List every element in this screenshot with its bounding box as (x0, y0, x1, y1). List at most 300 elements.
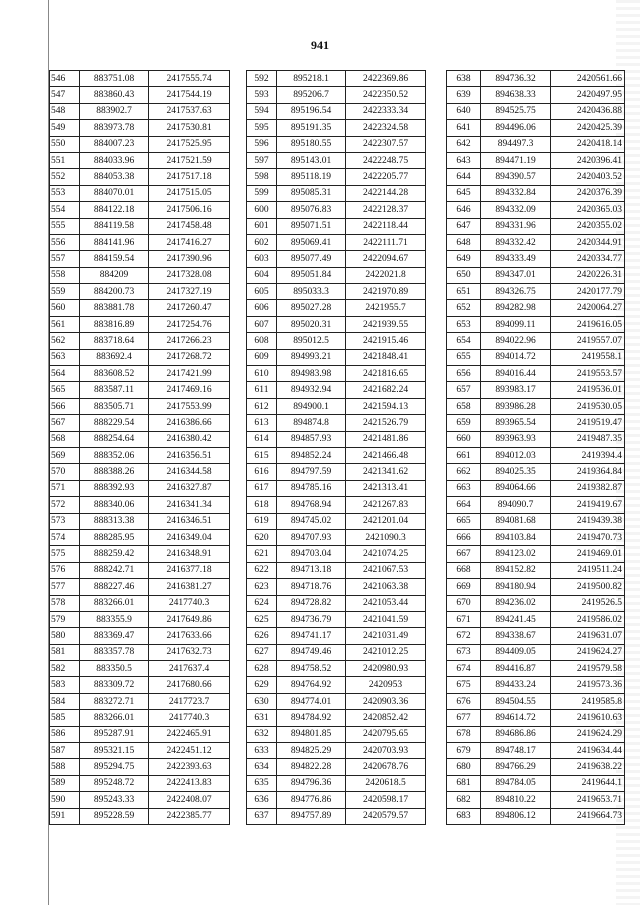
y-coordinate-cell: 2420953 (346, 677, 426, 693)
table-row (247, 120, 426, 136)
point-number-cell: 673 (447, 644, 481, 660)
x-coordinate-cell: 893963.93 (481, 431, 551, 447)
point-number-cell: 598 (247, 169, 277, 185)
x-coordinate-cell: 894123.02 (481, 546, 551, 562)
point-number-cell: 576 (50, 562, 80, 578)
table-row (50, 579, 230, 595)
point-number-cell: 657 (447, 382, 481, 398)
table-row (247, 103, 426, 119)
point-number-cell: 666 (447, 529, 481, 545)
point-number-cell: 591 (50, 808, 80, 824)
y-coordinate-cell: 2421915.46 (346, 333, 426, 349)
point-number-cell: 566 (50, 398, 80, 414)
y-coordinate-cell: 2419382.87 (551, 480, 625, 496)
y-coordinate-cell: 2417740.3 (149, 595, 230, 611)
y-coordinate-cell: 2419579.58 (551, 661, 625, 677)
point-number-cell: 558 (50, 267, 80, 283)
y-coordinate-cell: 2419631.07 (551, 628, 625, 644)
point-number-cell: 548 (50, 103, 80, 119)
table-row (247, 513, 426, 529)
table-row (247, 316, 426, 332)
x-coordinate-cell: 894686.86 (481, 726, 551, 742)
x-coordinate-cell: 894332.84 (481, 185, 551, 201)
y-coordinate-cell: 2421970.89 (346, 284, 426, 300)
x-coordinate-cell: 895051.84 (277, 267, 346, 283)
point-number-cell: 618 (247, 497, 277, 513)
point-number-cell: 550 (50, 136, 80, 152)
table-row (247, 579, 426, 595)
x-coordinate-cell: 894504.55 (481, 693, 551, 709)
table-row (247, 71, 426, 87)
y-coordinate-cell: 2419616.05 (551, 316, 625, 332)
y-coordinate-cell: 2421955.7 (346, 300, 426, 316)
table-row (50, 366, 230, 382)
y-coordinate-cell: 2417254.76 (149, 316, 230, 332)
x-coordinate-cell: 895143.01 (277, 152, 346, 168)
x-coordinate-cell: 894766.29 (481, 759, 551, 775)
y-coordinate-cell: 2419526.5 (551, 595, 625, 611)
point-number-cell: 611 (247, 382, 277, 398)
y-coordinate-cell: 2417469.16 (149, 382, 230, 398)
y-coordinate-cell: 2422118.44 (346, 218, 426, 234)
x-coordinate-cell: 894064.66 (481, 480, 551, 496)
point-number-cell: 605 (247, 284, 277, 300)
x-coordinate-cell: 894433.24 (481, 677, 551, 693)
table-row (50, 447, 230, 463)
table-row (247, 497, 426, 513)
y-coordinate-cell: 2417537.63 (149, 103, 230, 119)
table-row (447, 480, 625, 496)
y-coordinate-cell: 2422307.57 (346, 136, 426, 152)
x-coordinate-cell: 895248.72 (80, 775, 149, 791)
point-number-cell: 568 (50, 431, 80, 447)
x-coordinate-cell: 895206.7 (277, 87, 346, 103)
point-number-cell: 594 (247, 103, 277, 119)
x-coordinate-cell: 895069.41 (277, 234, 346, 250)
table-row (247, 529, 426, 545)
x-coordinate-cell: 894768.94 (277, 497, 346, 513)
table-row (50, 480, 230, 496)
y-coordinate-cell: 2416381.27 (149, 579, 230, 595)
y-coordinate-cell: 2417328.08 (149, 267, 230, 283)
y-coordinate-cell: 2421481.86 (346, 431, 426, 447)
x-coordinate-cell: 894338.67 (481, 628, 551, 644)
y-coordinate-cell: 2419664.73 (551, 808, 625, 824)
y-coordinate-cell: 2417544.19 (149, 87, 230, 103)
point-number-cell: 676 (447, 693, 481, 709)
table-row (447, 726, 625, 742)
x-coordinate-cell: 894025.35 (481, 464, 551, 480)
x-coordinate-cell: 895071.51 (277, 218, 346, 234)
table-row (247, 234, 426, 250)
y-coordinate-cell: 2421267.83 (346, 497, 426, 513)
x-coordinate-cell: 894347.01 (481, 267, 551, 283)
table-row (50, 234, 230, 250)
point-number-cell: 607 (247, 316, 277, 332)
table-row (447, 87, 625, 103)
table-row (50, 644, 230, 660)
point-number-cell: 551 (50, 152, 80, 168)
table-row (247, 366, 426, 382)
y-coordinate-cell: 2417530.81 (149, 120, 230, 136)
y-coordinate-cell: 2417521.59 (149, 152, 230, 168)
point-number-cell: 632 (247, 726, 277, 742)
x-coordinate-cell: 895118.19 (277, 169, 346, 185)
y-coordinate-cell: 2419653.71 (551, 792, 625, 808)
point-number-cell: 675 (447, 677, 481, 693)
point-number-cell: 626 (247, 628, 277, 644)
table-row (447, 693, 625, 709)
point-number-cell: 610 (247, 366, 277, 382)
y-coordinate-cell: 2417723.7 (149, 693, 230, 709)
x-coordinate-cell: 888392.93 (80, 480, 149, 496)
y-coordinate-cell: 2417525.95 (149, 136, 230, 152)
table-row (247, 333, 426, 349)
x-coordinate-cell: 883973.78 (80, 120, 149, 136)
table-row (50, 136, 230, 152)
table-row (50, 103, 230, 119)
x-coordinate-cell: 894333.49 (481, 251, 551, 267)
table-row (50, 710, 230, 726)
y-coordinate-cell: 2420598.17 (346, 792, 426, 808)
y-coordinate-cell: 2419557.07 (551, 333, 625, 349)
y-coordinate-cell: 2422324.58 (346, 120, 426, 136)
table-row (50, 87, 230, 103)
point-number-cell: 647 (447, 218, 481, 234)
x-coordinate-cell: 894806.12 (481, 808, 551, 824)
x-coordinate-cell: 883860.43 (80, 87, 149, 103)
table-row (447, 316, 625, 332)
y-coordinate-cell: 2420579.57 (346, 808, 426, 824)
table-row (50, 792, 230, 808)
y-coordinate-cell: 2419511.24 (551, 562, 625, 578)
point-number-cell: 612 (247, 398, 277, 414)
point-number-cell: 637 (247, 808, 277, 824)
table-row (50, 398, 230, 414)
x-coordinate-cell: 888388.26 (80, 464, 149, 480)
point-number-cell: 589 (50, 775, 80, 791)
point-number-cell: 636 (247, 792, 277, 808)
x-coordinate-cell: 884053.38 (80, 169, 149, 185)
table-row (247, 87, 426, 103)
table-row (447, 136, 625, 152)
x-coordinate-cell: 894874.8 (277, 415, 346, 431)
x-coordinate-cell: 894012.03 (481, 447, 551, 463)
y-coordinate-cell: 2419500.82 (551, 579, 625, 595)
y-coordinate-cell: 2420344.91 (551, 234, 625, 250)
y-coordinate-cell: 2421012.25 (346, 644, 426, 660)
x-coordinate-cell: 888242.71 (80, 562, 149, 578)
y-coordinate-cell: 2419573.36 (551, 677, 625, 693)
point-number-cell: 582 (50, 661, 80, 677)
table-row (50, 661, 230, 677)
x-coordinate-cell: 883350.5 (80, 661, 149, 677)
x-coordinate-cell: 884209 (80, 267, 149, 283)
x-coordinate-cell: 883816.89 (80, 316, 149, 332)
point-number-cell: 571 (50, 480, 80, 496)
y-coordinate-cell: 2417740.3 (149, 710, 230, 726)
table-row (447, 333, 625, 349)
coordinate-table-3 (446, 70, 625, 825)
point-number-cell: 557 (50, 251, 80, 267)
y-coordinate-cell: 2420795.65 (346, 726, 426, 742)
x-coordinate-cell: 894332.09 (481, 202, 551, 218)
x-coordinate-cell: 895228.59 (80, 808, 149, 824)
y-coordinate-cell: 2419394.4 (551, 447, 625, 463)
table-row (50, 497, 230, 513)
x-coordinate-cell: 895287.91 (80, 726, 149, 742)
point-number-cell: 662 (447, 464, 481, 480)
y-coordinate-cell: 2422333.34 (346, 103, 426, 119)
table-row (247, 267, 426, 283)
y-coordinate-cell: 2417555.74 (149, 71, 230, 87)
table-row (50, 529, 230, 545)
point-number-cell: 578 (50, 595, 80, 611)
y-coordinate-cell: 2421313.41 (346, 480, 426, 496)
x-coordinate-cell: 884119.58 (80, 218, 149, 234)
x-coordinate-cell: 894326.75 (481, 284, 551, 300)
table-row (447, 300, 625, 316)
coordinate-table-2 (246, 70, 426, 825)
point-number-cell: 629 (247, 677, 277, 693)
y-coordinate-cell: 2421341.62 (346, 464, 426, 480)
point-number-cell: 640 (447, 103, 481, 119)
x-coordinate-cell: 884159.54 (80, 251, 149, 267)
x-coordinate-cell: 894822.28 (277, 759, 346, 775)
table-row (447, 431, 625, 447)
table-row (50, 611, 230, 627)
y-coordinate-cell: 2417390.96 (149, 251, 230, 267)
table-row (447, 579, 625, 595)
x-coordinate-cell: 883881.78 (80, 300, 149, 316)
point-number-cell: 575 (50, 546, 80, 562)
y-coordinate-cell: 2417517.18 (149, 169, 230, 185)
point-number-cell: 660 (447, 431, 481, 447)
y-coordinate-cell: 2420064.27 (551, 300, 625, 316)
table-row (50, 808, 230, 824)
x-coordinate-cell: 883357.78 (80, 644, 149, 660)
x-coordinate-cell: 894745.02 (277, 513, 346, 529)
point-number-cell: 670 (447, 595, 481, 611)
table-row (50, 152, 230, 168)
point-number-cell: 590 (50, 792, 80, 808)
y-coordinate-cell: 2422385.77 (149, 808, 230, 824)
point-number-cell: 639 (447, 87, 481, 103)
x-coordinate-cell: 894099.11 (481, 316, 551, 332)
y-coordinate-cell: 2420561.66 (551, 71, 625, 87)
point-number-cell: 665 (447, 513, 481, 529)
x-coordinate-cell: 883369.47 (80, 628, 149, 644)
point-number-cell: 663 (447, 480, 481, 496)
x-coordinate-cell: 894748.17 (481, 743, 551, 759)
y-coordinate-cell: 2416386.66 (149, 415, 230, 431)
y-coordinate-cell: 2417506.16 (149, 202, 230, 218)
x-coordinate-cell: 888254.64 (80, 431, 149, 447)
x-coordinate-cell: 894014.72 (481, 349, 551, 365)
point-number-cell: 602 (247, 234, 277, 250)
point-number-cell: 570 (50, 464, 80, 480)
point-number-cell: 597 (247, 152, 277, 168)
table-row (247, 382, 426, 398)
y-coordinate-cell: 2421466.48 (346, 447, 426, 463)
table-row (247, 169, 426, 185)
point-number-cell: 622 (247, 562, 277, 578)
table-row (447, 644, 625, 660)
x-coordinate-cell: 888352.06 (80, 447, 149, 463)
y-coordinate-cell: 2421939.55 (346, 316, 426, 332)
table-row (247, 546, 426, 562)
x-coordinate-cell: 883266.01 (80, 595, 149, 611)
table-row (447, 169, 625, 185)
point-number-cell: 604 (247, 267, 277, 283)
point-number-cell: 586 (50, 726, 80, 742)
y-coordinate-cell: 2421682.24 (346, 382, 426, 398)
table-row (247, 661, 426, 677)
point-number-cell: 572 (50, 497, 80, 513)
point-number-cell: 655 (447, 349, 481, 365)
point-number-cell: 547 (50, 87, 80, 103)
y-coordinate-cell: 2419364.84 (551, 464, 625, 480)
point-number-cell: 595 (247, 120, 277, 136)
table-row (50, 202, 230, 218)
point-number-cell: 553 (50, 185, 80, 201)
y-coordinate-cell: 2421074.25 (346, 546, 426, 562)
point-number-cell: 556 (50, 234, 80, 250)
x-coordinate-cell: 883902.7 (80, 103, 149, 119)
x-coordinate-cell: 895077.49 (277, 251, 346, 267)
point-number-cell: 555 (50, 218, 80, 234)
point-number-cell: 667 (447, 546, 481, 562)
x-coordinate-cell: 894180.94 (481, 579, 551, 595)
y-coordinate-cell: 2420365.03 (551, 202, 625, 218)
y-coordinate-cell: 2421526.79 (346, 415, 426, 431)
x-coordinate-cell: 888259.42 (80, 546, 149, 562)
y-coordinate-cell: 2416344.58 (149, 464, 230, 480)
point-number-cell: 561 (50, 316, 80, 332)
x-coordinate-cell: 894900.1 (277, 398, 346, 414)
table-row (247, 218, 426, 234)
x-coordinate-cell: 894983.98 (277, 366, 346, 382)
x-coordinate-cell: 884007.23 (80, 136, 149, 152)
y-coordinate-cell: 2419638.22 (551, 759, 625, 775)
table-row (247, 743, 426, 759)
x-coordinate-cell: 888313.38 (80, 513, 149, 529)
y-coordinate-cell: 2419585.8 (551, 693, 625, 709)
point-number-cell: 682 (447, 792, 481, 808)
point-number-cell: 649 (447, 251, 481, 267)
y-coordinate-cell: 2422413.83 (149, 775, 230, 791)
point-number-cell: 577 (50, 579, 80, 595)
table-row (447, 562, 625, 578)
x-coordinate-cell: 883272.71 (80, 693, 149, 709)
table-row (247, 693, 426, 709)
y-coordinate-cell: 2417515.05 (149, 185, 230, 201)
table-row (247, 808, 426, 824)
table-row (447, 661, 625, 677)
y-coordinate-cell: 2420396.41 (551, 152, 625, 168)
y-coordinate-cell: 2421063.38 (346, 579, 426, 595)
x-coordinate-cell: 895033.3 (277, 284, 346, 300)
point-number-cell: 620 (247, 529, 277, 545)
table-row (247, 152, 426, 168)
point-number-cell: 677 (447, 710, 481, 726)
y-coordinate-cell: 2417637.4 (149, 661, 230, 677)
x-coordinate-cell: 894713.18 (277, 562, 346, 578)
x-coordinate-cell: 893965.54 (481, 415, 551, 431)
y-coordinate-cell: 2417458.48 (149, 218, 230, 234)
point-number-cell: 653 (447, 316, 481, 332)
point-number-cell: 623 (247, 579, 277, 595)
table-row (50, 316, 230, 332)
point-number-cell: 554 (50, 202, 80, 218)
table-row (50, 693, 230, 709)
point-number-cell: 608 (247, 333, 277, 349)
x-coordinate-cell: 884141.96 (80, 234, 149, 250)
y-coordinate-cell: 2420618.5 (346, 775, 426, 791)
y-coordinate-cell: 2417268.72 (149, 349, 230, 365)
table-row (50, 726, 230, 742)
y-coordinate-cell: 2421090.3 (346, 529, 426, 545)
x-coordinate-cell: 894332.42 (481, 234, 551, 250)
y-coordinate-cell: 2419553.57 (551, 366, 625, 382)
x-coordinate-cell: 883608.52 (80, 366, 149, 382)
x-coordinate-cell: 894703.04 (277, 546, 346, 562)
x-coordinate-cell: 894236.02 (481, 595, 551, 611)
point-number-cell: 633 (247, 743, 277, 759)
x-coordinate-cell: 883587.11 (80, 382, 149, 398)
point-number-cell: 549 (50, 120, 80, 136)
table-row (247, 284, 426, 300)
point-number-cell: 574 (50, 529, 80, 545)
x-coordinate-cell: 895321.15 (80, 743, 149, 759)
point-number-cell: 634 (247, 759, 277, 775)
point-number-cell: 664 (447, 497, 481, 513)
x-coordinate-cell: 894022.96 (481, 333, 551, 349)
x-coordinate-cell: 894993.21 (277, 349, 346, 365)
point-number-cell: 579 (50, 611, 80, 627)
table-row (447, 284, 625, 300)
y-coordinate-cell: 2421031.49 (346, 628, 426, 644)
point-number-cell: 546 (50, 71, 80, 87)
x-coordinate-cell: 894857.93 (277, 431, 346, 447)
x-coordinate-cell: 895191.35 (277, 120, 346, 136)
x-coordinate-cell: 894718.76 (277, 579, 346, 595)
point-number-cell: 603 (247, 251, 277, 267)
point-number-cell: 652 (447, 300, 481, 316)
y-coordinate-cell: 2420334.77 (551, 251, 625, 267)
table-row (50, 349, 230, 365)
table-row (447, 415, 625, 431)
x-coordinate-cell: 894081.68 (481, 513, 551, 529)
point-number-cell: 638 (447, 71, 481, 87)
coordinate-table-1 (49, 70, 230, 825)
point-number-cell: 552 (50, 169, 80, 185)
y-coordinate-cell: 2416380.42 (149, 431, 230, 447)
point-number-cell: 567 (50, 415, 80, 431)
point-number-cell: 659 (447, 415, 481, 431)
table-row (247, 775, 426, 791)
y-coordinate-cell: 2422128.37 (346, 202, 426, 218)
table-row (50, 595, 230, 611)
x-coordinate-cell: 894749.46 (277, 644, 346, 660)
table-row (50, 415, 230, 431)
point-number-cell: 592 (247, 71, 277, 87)
x-coordinate-cell: 894103.84 (481, 529, 551, 545)
point-number-cell: 641 (447, 120, 481, 136)
y-coordinate-cell: 2420355.02 (551, 218, 625, 234)
point-number-cell: 601 (247, 218, 277, 234)
y-coordinate-cell: 2419519.47 (551, 415, 625, 431)
